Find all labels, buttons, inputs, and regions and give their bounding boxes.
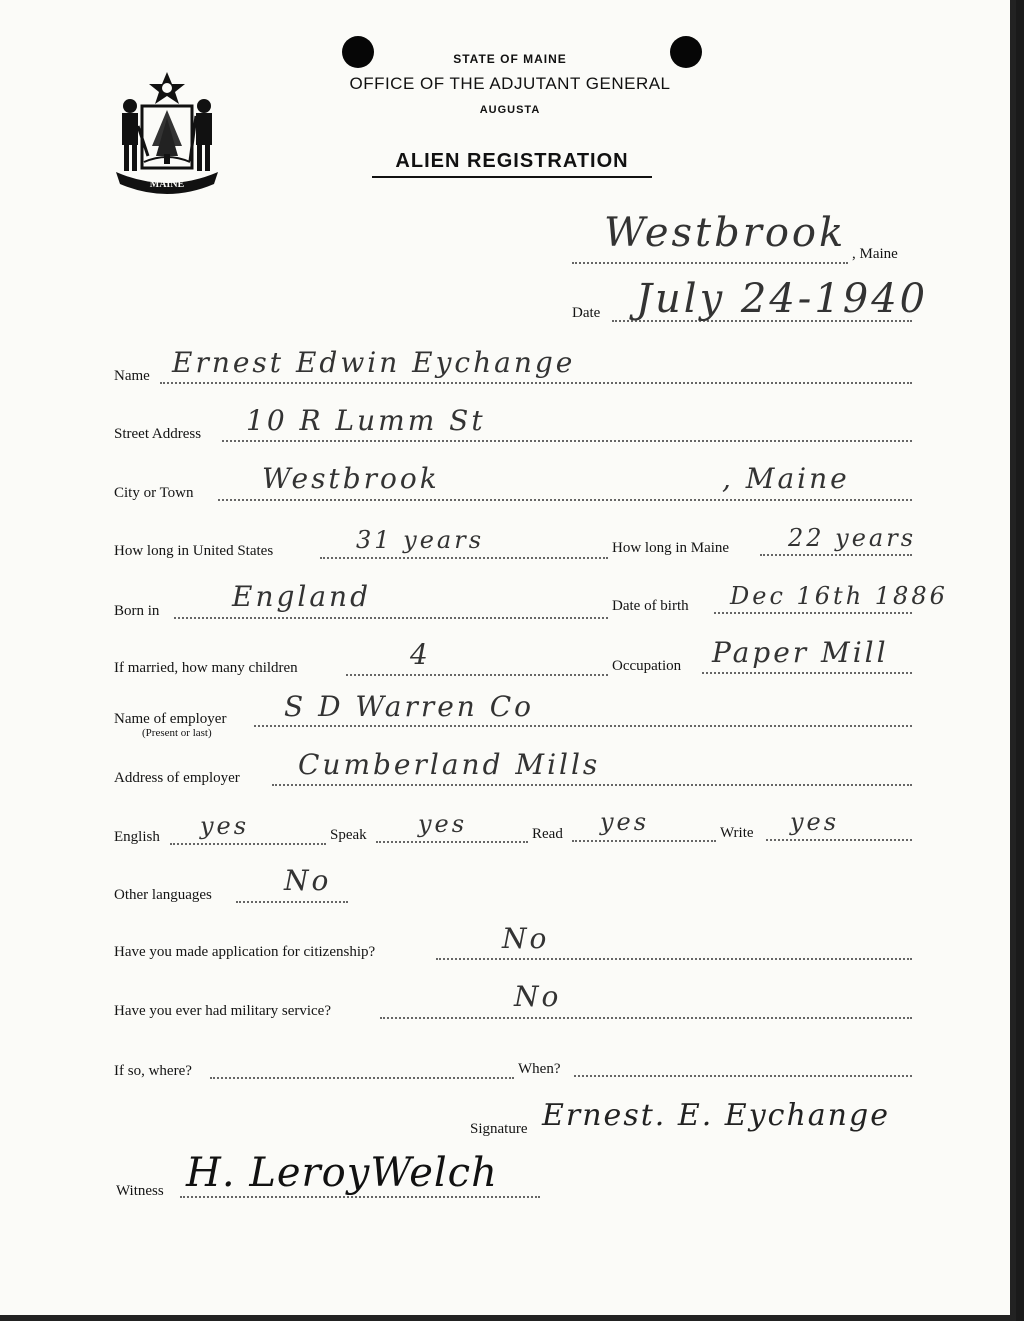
occupation-entry: Paper Mill <box>712 636 889 669</box>
citizenship-entry: No <box>502 922 550 955</box>
employer-entry: S D Warren Co <box>284 690 535 723</box>
born-in-label: Born in <box>114 603 160 619</box>
citizenship-line <box>436 958 912 960</box>
city-line <box>218 499 912 501</box>
employer-address-label: Address of employer <box>114 770 240 786</box>
years-us-line <box>320 557 608 559</box>
employer-line <box>254 725 912 727</box>
military-line <box>380 1017 912 1019</box>
read-entry: yes <box>600 808 650 836</box>
signature-label: Signature <box>470 1121 528 1137</box>
children-entry: 4 <box>410 638 431 671</box>
other-languages-entry: No <box>284 864 332 897</box>
date-of-birth-line <box>714 612 912 614</box>
where-line <box>210 1077 514 1079</box>
witness-line <box>180 1196 540 1198</box>
children-label: If married, how many children <box>114 660 298 676</box>
header-state: STATE OF MAINE <box>453 52 567 66</box>
english-entry: yes <box>200 812 250 840</box>
write-label: Write <box>720 825 754 841</box>
military-entry: No <box>514 980 562 1013</box>
other-languages-label: Other languages <box>114 887 212 903</box>
place-entry: Westbrook <box>604 210 847 256</box>
when-line <box>574 1075 912 1077</box>
witness-signature: H. LeroyWelch <box>186 1150 498 1196</box>
years-us-entry: 31 years <box>356 526 485 554</box>
employer-address-line <box>272 784 912 786</box>
speak-entry: yes <box>418 810 468 838</box>
city-entry: Westbrook <box>262 462 440 495</box>
born-in-line <box>174 617 608 619</box>
children-line <box>346 674 608 676</box>
date-of-birth-entry: Dec 16th 1886 <box>730 582 948 610</box>
born-in-entry: England <box>232 580 372 613</box>
employer-label: Name of employer <box>114 711 227 727</box>
occupation-label: Occupation <box>612 658 682 674</box>
date-of-birth-label: Date of birth <box>612 598 689 614</box>
other-languages-line <box>236 901 348 903</box>
where-label: If so, where? <box>114 1063 192 1079</box>
employer-address-entry: Cumberland Mills <box>298 748 601 781</box>
street-label: Street Address <box>114 426 202 442</box>
military-label: Have you ever had military service? <box>114 1003 331 1019</box>
citizenship-label: Have you made application for citizenship? <box>114 944 376 960</box>
form-title: ALIEN REGISTRATION <box>372 150 652 178</box>
write-entry: yes <box>790 808 840 836</box>
english-line <box>170 843 326 845</box>
speak-label: Speak <box>330 827 367 843</box>
english-label: English <box>114 829 160 845</box>
street-entry: 10 R Lumm St <box>246 404 486 437</box>
place-line <box>572 262 848 264</box>
street-line <box>222 440 912 442</box>
city-label: City or Town <box>114 485 194 501</box>
read-label: Read <box>532 826 563 842</box>
state-seal-icon <box>112 66 222 194</box>
date-label: Date <box>572 305 601 321</box>
years-us-label: How long in United States <box>114 543 274 559</box>
signature-entry: Ernest. E. Eychange <box>542 1098 890 1133</box>
name-label: Name <box>114 368 150 384</box>
name-entry: Ernest Edwin Eychange <box>172 346 576 379</box>
years-maine-entry: 22 years <box>788 524 917 552</box>
header-city: AUGUSTA <box>479 104 541 116</box>
read-line <box>572 840 716 842</box>
occupation-line <box>702 672 912 674</box>
witness-label: Witness <box>116 1183 164 1199</box>
date-entry: July 24-1940 <box>636 276 929 322</box>
years-maine-line <box>760 554 912 556</box>
state-entry: , Maine <box>722 462 850 495</box>
header-office: OFFICE OF THE ADJUTANT GENERAL <box>349 74 671 93</box>
maine-label: , Maine <box>852 246 898 262</box>
speak-line <box>376 841 528 843</box>
name-line <box>160 382 912 384</box>
years-maine-label: How long in Maine <box>612 540 730 556</box>
svg-text:MAINE: MAINE <box>149 179 185 190</box>
write-line <box>766 839 912 841</box>
employer-note: (Present or last) <box>142 727 212 739</box>
when-label: When? <box>518 1061 561 1077</box>
